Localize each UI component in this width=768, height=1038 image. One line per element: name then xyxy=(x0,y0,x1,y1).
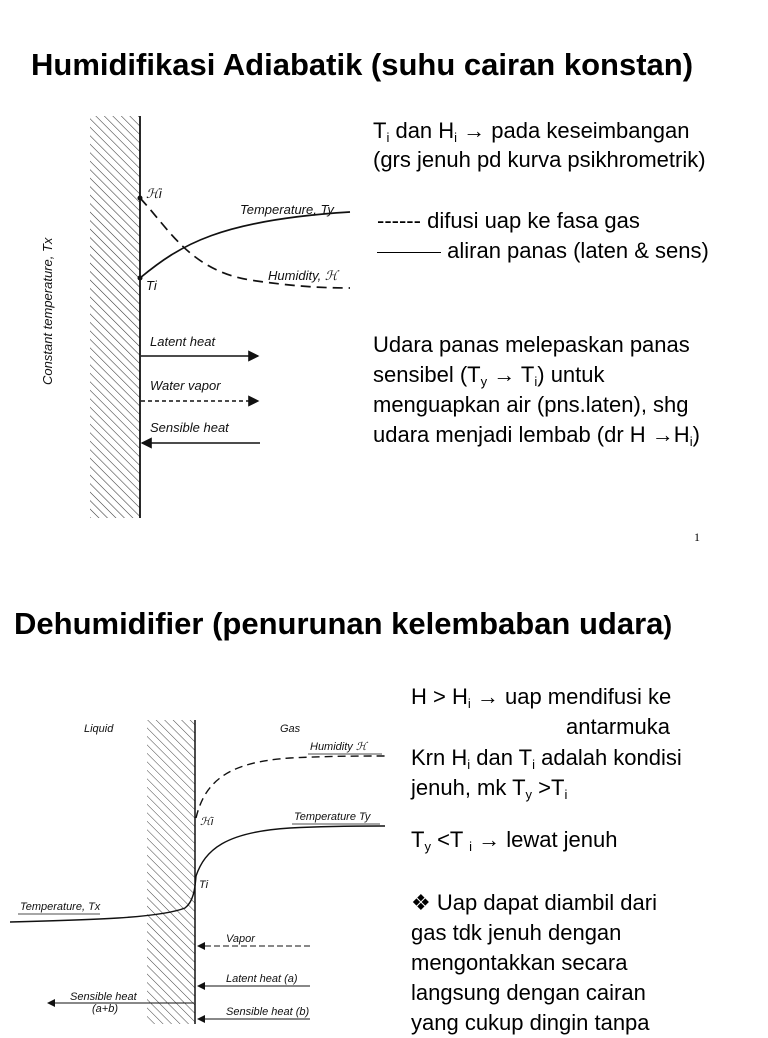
dehum-line2: antarmuka xyxy=(566,714,670,739)
label-temperature-Tx: Temperature, Tx xyxy=(20,901,101,913)
humidification-diagram xyxy=(30,110,370,530)
para1-line1: Udara panas melepaskan panas xyxy=(373,332,690,357)
dehum-line3: Krn $H_i$ dan $T_i$ adalah kondisi xyxy=(411,745,682,772)
slide2-title: Dehumidifier (penurunan kelembaban udara) xyxy=(14,606,673,641)
label-Hi-2: ℋi xyxy=(200,816,214,828)
label-latent-heat: Latent heat xyxy=(150,334,216,349)
equilibrium-line: $T_i$ dan $H_i$ → pada keseimbangan xyxy=(373,118,690,145)
label-humidity-2: Humidity ℋ xyxy=(310,741,367,753)
bullet-icon: ❖ xyxy=(411,890,431,915)
bullet-line5: yang cukup dingin tanpa xyxy=(411,1010,650,1035)
label-humidity: Humidity, ℋ xyxy=(268,268,338,283)
slide1-title: Humidifikasi Adiabatik (suhu cairan konstan) xyxy=(31,47,694,82)
humidity-curve-2 xyxy=(196,756,385,818)
dehumidifier-diagram xyxy=(10,710,395,1024)
page-number: 1 xyxy=(694,530,700,544)
slide-dehumidifier xyxy=(0,590,768,1035)
label-sensible-heat: Sensible heat xyxy=(150,420,229,435)
label-liquid: Liquid xyxy=(84,723,114,735)
point-Ti xyxy=(138,276,143,281)
dehum-line1: $H > H_i$ → uap mendifusi ke xyxy=(411,684,672,711)
label-sensible-heat-ab: Sensible heat xyxy=(70,991,137,1003)
label-gas: Gas xyxy=(280,723,301,735)
label-water-vapor: Water vapor xyxy=(150,378,221,393)
label-vapor: Vapor xyxy=(226,933,255,945)
legend-dashed-marker: ------ xyxy=(377,208,421,233)
bullet-line3: mengontakkan secara xyxy=(411,950,628,975)
dehum-line4: jenuh, mk $T_y >T_i$ xyxy=(411,775,568,802)
bullet-line1: ❖ Uap dapat diambil dari xyxy=(411,890,657,915)
label-Hi: ℋi xyxy=(146,186,162,201)
label-Ti: Ti xyxy=(146,278,157,293)
legend-dashed: ------ difusi uap ke fasa gas xyxy=(377,208,640,233)
wall-hatch-2 xyxy=(147,720,195,1024)
para1-line3: menguapkan air (pns.laten), shg xyxy=(373,392,689,417)
saturation-line-note: (grs jenuh pd kurva psikhrometrik) xyxy=(373,147,706,172)
bullet-line4: langsung dengan cairan xyxy=(411,980,646,1005)
bullet-line2: gas tdk jenuh dengan xyxy=(411,920,622,945)
temperature-y-curve xyxy=(196,826,385,876)
label-temperature-Ty-2: Temperature Ty xyxy=(294,811,371,823)
legend-solid-marker xyxy=(377,252,441,253)
dehum-line5: $T_y <T$ $_i$ → lewat jenuh xyxy=(411,827,618,854)
wall-hatch xyxy=(90,116,140,518)
label-latent-heat-a: Latent heat (a) xyxy=(226,973,298,985)
axis-label-constant-temperature: Constant temperature, Tx xyxy=(40,237,55,385)
label-sensible-heat-b: Sensible heat (b) xyxy=(226,1006,310,1018)
label-Ti-2: Ti xyxy=(199,879,209,891)
para1-line4: udara menjadi lembab (dr $H \to H_i$) xyxy=(373,422,700,449)
label-sensible-heat-ab-2: (a+b) xyxy=(92,1003,118,1015)
label-temperature-Ty: Temperature, Ty xyxy=(240,202,334,217)
para1-line2: sensibel $(T_y \to T_i)$ untuk xyxy=(373,362,605,389)
point-Hi xyxy=(138,196,143,201)
legend-solid: aliran panas (laten & sens) xyxy=(377,236,709,266)
